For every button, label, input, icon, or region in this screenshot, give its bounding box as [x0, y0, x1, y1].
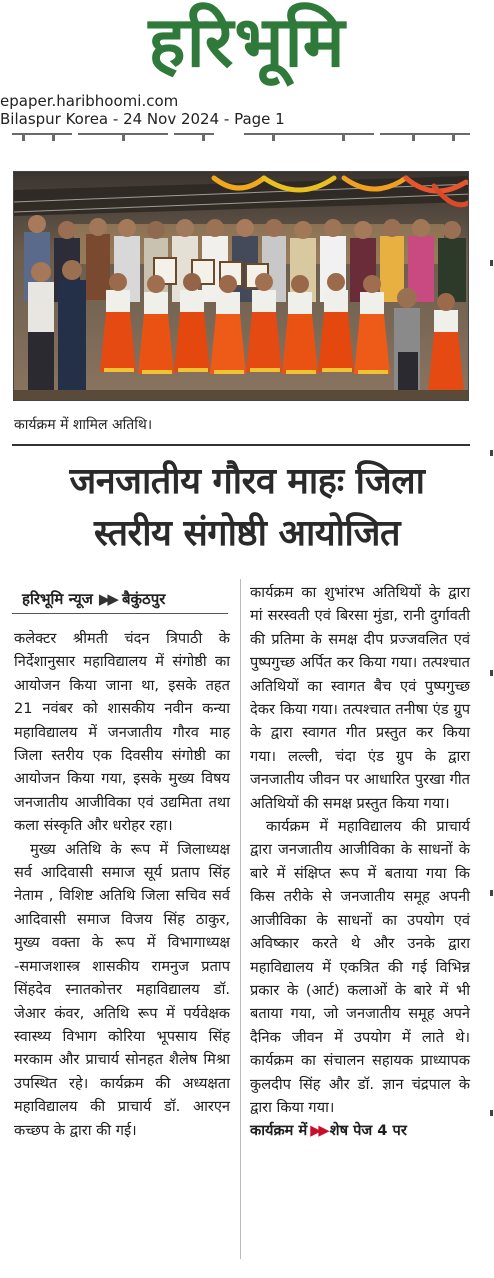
double-arrow-icon: ▶▶ — [98, 590, 116, 608]
byline-place: बैकुंठपुर — [121, 590, 166, 608]
article-column-1 — [14, 627, 230, 1142]
event-photo — [13, 171, 469, 401]
column-divider — [240, 579, 241, 1259]
double-arrow-icon: ▶▶ — [310, 1122, 327, 1140]
page-edge-art — [486, 250, 494, 1250]
article-column-2 — [250, 581, 470, 1143]
edition-url[interactable]: epaper.haribhoomi.com — [0, 92, 179, 110]
masthead — [0, 0, 494, 92]
cropped-text-strip-art — [12, 131, 482, 143]
edition-info: Bilaspur Korea - 24 Nov 2024 - Page 1 — [0, 110, 285, 128]
paragraph: कलेक्टर श्रीमती चंदन त्रिपाठी के निर्देशानुसार महाविद्यालय में संगोष्ठी का आयोजन किया जाना था, इसके तहत 21 नवंबर को शासकीय नवीन कन्या महाविद्यालय में जनजातीय गौरव माह जिला स्तरीय एक दिवसीय संगोष्ठी का आयोजन किया गया, इसके मुख्य विषय जनजातीय आजीविका एवं उद्यमिता तथा कला संस्कृति और धरोहर रहा। — [14, 630, 230, 835]
paragraph: मुख्य अतिथि के रूप में जिलाध्यक्ष सर्व आदिवासी समाज सूर्य प्रताप सिंह नेताम , विशिष्ट अतिथि जिला सचिव सर्व आदिवासी समाज विजय सिंह ठाकुर, मुख्य वक्ता के रूप में विभागाध्यक्ष -समाजशास्त्र शासकीय रामनुज प्रताप सिंहदेव स्नातकोत्तर महाविद्यालय डॉ. जेआर कंवर, अतिथि रूप में पर्यवेक्षक स्वास्थ्य विभाग कोरिया भूपसाय सिंह मरकाम और प्राचार्य सोनहत शैलेष मिश्रा उपस्थित रहे। कार्यक्रम की अध्यक्षता महाविद्यालय की प्राचार्य डॉ. आरएन कच्छप के द्वारा की गई। — [14, 840, 230, 1139]
paragraph: कार्यक्रम का शुभांरभ अतिथियों के द्वारा मां सरस्वती एवं बिरसा मुंडा, रानी दुर्गावती की प्रतिमा के समक्ष दीप प्रज्जवलित एवं पुष्पगुच्छ अर्पित कर किया गया। तत्पश्चात अतिथियों का स्वागत बैच एवं पुष्पगुच्छ देकर किया गया। तत्पश्चात तनीषा एंड ग्रुप के द्वारा स्वागत गीत प्रस्तुत कर किया गया। लल्ली, चंदा एंड ग्रुप के द्वारा जनजातीय जीवन पर आधारित पुरखा गीत अतिथियों की समक्ष प्रस्तुत किया गया। — [250, 584, 470, 812]
page-edge-marks — [486, 250, 494, 1250]
article-headline — [0, 456, 494, 560]
newspaper-logo: हरिभूमि — [148, 1, 346, 83]
jump-lead: कार्यक्रम में — [250, 1122, 308, 1140]
headline-line-1: जनजातीय गौरव माहः जिला — [69, 461, 425, 502]
caption-divider — [12, 444, 470, 446]
photo-caption: कार्यक्रम में शामिल अतिथि। — [14, 417, 153, 433]
byline-divider — [12, 613, 228, 614]
headline-line-2: स्तरीय संगोष्ठी आयोजित — [93, 513, 401, 554]
paragraph: कार्यक्रम में महाविद्यालय की प्राचार्य द्वारा जनजातीय आजीविका के साधनों के बारे में संक्षिप्त रूप में बताया गया कि किस तरीके से जनजातीय समूह अपनी आजीविका के साधनों का उपयोग एवं अविष्कार करते थे और उनके द्वारा महाविद्यालय में एकत्रित की गई विभिन्न प्रकार के (आर्ट) कलाओं के बारे में भी बताया गया, जो जनजातीय समूह अपने दैनिक जीवन में उपयोग में लाते थे। कार्यक्रम का संचालन सहायक प्राध्यापक कुलदीप सिंह और डॉ. ज्ञान चंद्रपाल के द्वारा किया गया। — [250, 818, 470, 1116]
jump-text[interactable]: शेष पेज 4 पर — [329, 1122, 407, 1140]
cropped-text-strip — [12, 131, 482, 143]
article-byline — [22, 589, 165, 609]
byline-source: हरिभूमि न्यूज — [22, 590, 93, 608]
continued-jump[interactable] — [250, 1119, 470, 1142]
event-photo-illustration — [14, 172, 469, 401]
